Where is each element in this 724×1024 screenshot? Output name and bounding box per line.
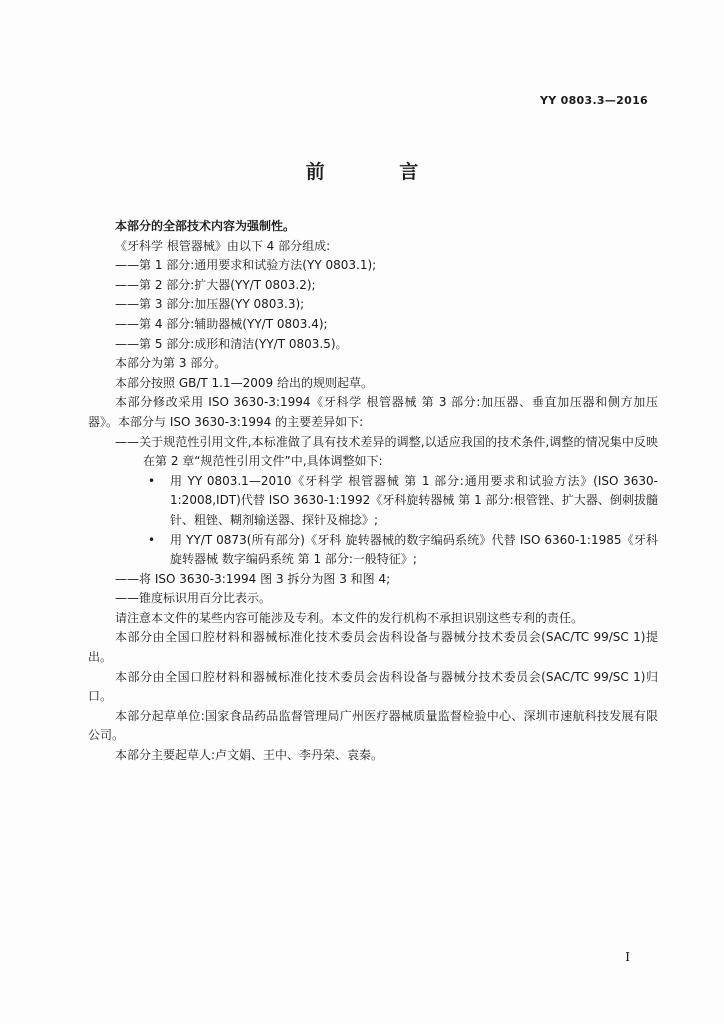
difference-item: ——关于规范性引用文件,本标准做了具有技术差异的调整,以适应我国的技术条件,调整的情况集中反映在第 2 章“规范性引用文件”中,具体调整如下: xyxy=(115,434,658,469)
page-title: 前 言 xyxy=(305,161,453,183)
series-intro: 《牙科学 根管器械》由以下 4 部分组成: xyxy=(115,238,331,253)
parts-list xyxy=(88,256,658,354)
bullet-text: 用 YY 0803.1—2010《牙科学 根管器械 第 1 部分:通用要求和试验方法》(ISO 3630-1:2008,IDT)代替 ISO 3630-1:1992《牙科旋转器械 第 1 部分:根管锉、扩大器、倒刺拔髓针、粗锉、糊剂输送器、探针及棉捻》; xyxy=(170,473,658,527)
foreword-body xyxy=(88,217,658,766)
mandatory-statement: 本部分的全部技术内容为强制性。 xyxy=(115,219,296,233)
bullet-list xyxy=(88,472,658,570)
list-item: ——第 3 部分:加压器(YY 0803.3); xyxy=(115,297,305,312)
main-drafters: 本部分主要起草人:卢文娟、王中、李丹荣、袁秦。 xyxy=(115,748,384,763)
drafting-units: 本部分起草单位:国家食品药品监督管理局广州医疗器械质量监督检验中心、深圳市速航科技发展有限公司。 xyxy=(88,708,658,743)
list-item: ——第 2 部分:扩大器(YY/T 0803.2); xyxy=(115,277,316,292)
page-number: I xyxy=(625,950,630,964)
adoption-statement: 本部分修改采用 ISO 3630-3:1994《牙科学 根管器械 第 3 部分:加压器、垂直加压器和侧方加压器》。本部分与 ISO 3630-3:1994 的主要差异如下: xyxy=(88,395,658,429)
difference-item: ——锥度标识用百分比表示。 xyxy=(115,591,272,606)
bullet-text: 用 YY/T 0873(所有部分)《牙科 旋转器械的数字编码系统》代替 ISO 6360-1:1985《牙科旋转器械 数字编码系统 第 1 部分:一般特征》; xyxy=(170,532,658,567)
centralized-statement: 本部分由全国口腔材料和器械标准化技术委员会齿科设备与器械分技术委员会(SAC/TC 99/SC 1)归口。 xyxy=(88,669,658,704)
bullet-icon: • xyxy=(148,532,156,547)
bullet-icon: • xyxy=(148,473,156,488)
patent-notice: 请注意本文件的某些内容可能涉及专利。本文件的发行机构不承担识别这些专利的责任。 xyxy=(115,610,584,625)
bullet-item xyxy=(88,531,658,570)
list-item: ——第 1 部分:通用要求和试验方法(YY 0803.1); xyxy=(115,258,377,273)
list-item: ——第 4 部分:辅助器械(YY/T 0803.4); xyxy=(115,316,328,331)
part-statement: 本部分为第 3 部分。 xyxy=(115,356,227,371)
list-item: ——第 5 部分:成形和清洁(YY/T 0803.5)。 xyxy=(115,336,348,351)
bullet-item xyxy=(88,472,658,531)
proposer-statement: 本部分由全国口腔材料和器械标准化技术委员会齿科设备与器械分技术委员会(SAC/TC 99/SC 1)提出。 xyxy=(88,630,658,665)
standard-number: YY 0803.3—2016 xyxy=(539,94,648,107)
difference-item: ——将 ISO 3630-3:1994 图 3 拆分为图 3 和图 4; xyxy=(115,571,391,586)
drafting-rules: 本部分按照 GB/T 1.1—2009 给出的规则起草。 xyxy=(115,375,373,390)
